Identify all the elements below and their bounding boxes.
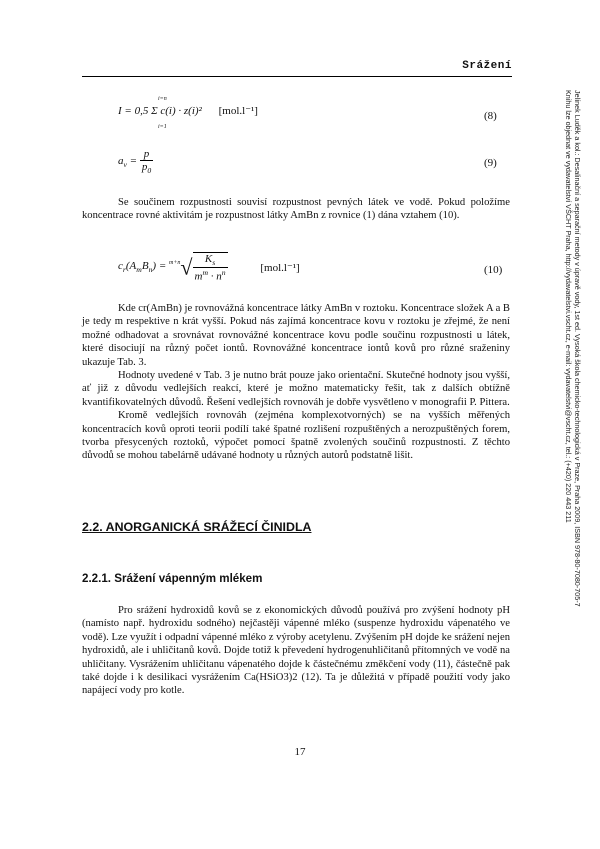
paragraph-4: Kromě vedlejších rovnováh (zejména komplexotvorných) se na vyšších měřených koncentracích kovů oproti teorii podílí také špatné rozlišení rozpuštěných a nerozpuštěných forem, tvorba přesycených roztoků, výpočet pomocí špatně zvolených součinů rozpustnosti. Z těchto důvodů se mohou tabelárně udávané hodnoty u různých autorů podstatně lišit. [82,410,510,462]
root-icon: √ [180,254,193,280]
equation-8-formula [118,96,258,130]
paragraph-5: Pro srážení hydroxidů kovů se z ekonomických důvodů používá pro zvýšení hodnoty pH (namísto např. hydroxidu sodného) nejčastěji vápenné mléko (suspenze hydroxidu vápenatého ve vodě). Lze využít i odpadní vápenné mléko z výroby acetylenu. Zvýšením pH dojde ke srážení nejen hydroxidů, ale i uhličitanů kovů. Dojde totiž k převedení hydrogenuhličitanů přítomných ve vodě na uhličitany. Vysrážením uhličitanu vápenatého dojde k částečnému změkčení vody (11), částečně pak také dojde i k desilikaci vysrážením Ca(HSiO3)2 (12). Ta je důležitá v případě použití vody jako napájecí vody pro kotle. [82,605,510,697]
eq10-arg-close: ) [152,260,157,273]
subsection-heading: 2.2.1. Srážení vápenným mlékem [82,572,263,585]
eq10-numerator: K [204,253,213,265]
eq9-denominator: p [141,161,148,173]
sum-bottom: i=1 [158,124,167,130]
header-title: Srážení [462,60,512,72]
eq9-lhs-sub: v [123,159,127,169]
paragraph-block-b [82,604,510,698]
eq10-fraction [193,252,228,283]
equation-9: $a_v$ = $\frac{p}{p_0}$ [118,148,152,176]
eq10-unit: [mol.l⁻¹] [260,261,300,274]
sum-top: i=n [158,96,167,102]
section-heading: 2.2. ANORGANICKÁ SRÁŽECÍ ČINIDLA [82,520,312,534]
equation-9-number: (9) [484,157,497,169]
page-number: 17 [294,746,306,758]
eq10-num-sub: s [212,258,216,268]
equation-10: $c_r(A_mB_n) = ^{m+n}√$ $\frac{K_s}{m^m \cdot n^n}$ [mol.l⁻¹] [118,253,300,283]
eq9-lhs: a [118,154,124,167]
eq9-den-sub: 0 [147,166,152,176]
paragraph-2: Kde cr(AmBn) je rovnovážná koncentrace látky AmBn v roztoku. Koncentrace složek A a B je tedy m respektive n krát vyšší. Pokud nás zajímá koncentrace kovu v roztoku je zřejmé, že není možné odhadovat a srovnávat rovnovážné koncentrace kovu podle součinu rozpustnosti u látek, které disociují na různý počet iontů. Rovnovážné koncentrace iontů kovů pro různé sraženiny ukazuje Tab. 3. [82,303,510,368]
equation-10-number: (10) [484,264,503,276]
equation-8-text: I = 0,5 Σ c(i) · z(i)² [118,105,202,117]
eq10-arg-sub-n: n [148,265,153,275]
eq10-den-mid: · n [208,270,222,283]
eq10-arg-b: B [141,260,149,273]
side-note [564,90,582,730]
equation-8 [118,96,258,130]
eq10-lhs-sub: r [122,265,126,275]
eq10-den-sup-n: n [221,268,226,278]
paragraph-block-a [82,302,510,463]
eq10-arg-sub-m: m [136,265,142,275]
eq10-lhs: c [118,260,123,273]
eq10-root-index: m+n [169,259,181,266]
eq10-den-sup-m: m [202,268,209,278]
eq10-arg: (A [125,260,137,273]
running-header [82,60,512,74]
paragraph-1 [82,196,510,223]
paragraph-1-text: Se součinem rozpustnosti souvisí rozpustnost pevných látek ve vodě. Pokud položíme koncentrace rovné aktivitám je rozpustnost látky AmBn z rovnice (1) dána vztahem (10). [82,197,510,222]
eq9-numerator: p [140,148,153,161]
equation-8-number: (8) [484,110,497,122]
equation-8-unit: [mol.l⁻¹] [218,105,258,117]
paragraph-3: Hodnoty uvedené v Tab. 3 je nutno brát pouze jako orientační. Skutečné hodnoty jsou vyšší, ať již z důvodu vedlejších reakcí, které je možno matematicky řešit, tak z dalších obtížně kvantifikovatelných důvodů. Řešení vedlejších rovnováh je dobře vysvětleno v monografii P. Pittera. [82,370,510,408]
side-note-line-2: Knihu lze objednat ve vydavatelství VŠCHT Praha, http://vydavatelstvi.vscht.cz, e-mail: vydavatelstvi@vscht.cz, tel.: (+420) 220 443 211 [564,90,573,523]
side-note-line-1: Jelínek Luděk a kol.: Desalinační a separační metody v úpravě vody, 1st ed. Vysoká škola chemicko-technologická v Praze, Praha 2009, ISBN 978-80-7080-705-7 [573,90,582,607]
header-rule [82,76,512,77]
eq9-fraction [140,148,153,175]
eq10-den-m: m [194,270,203,283]
